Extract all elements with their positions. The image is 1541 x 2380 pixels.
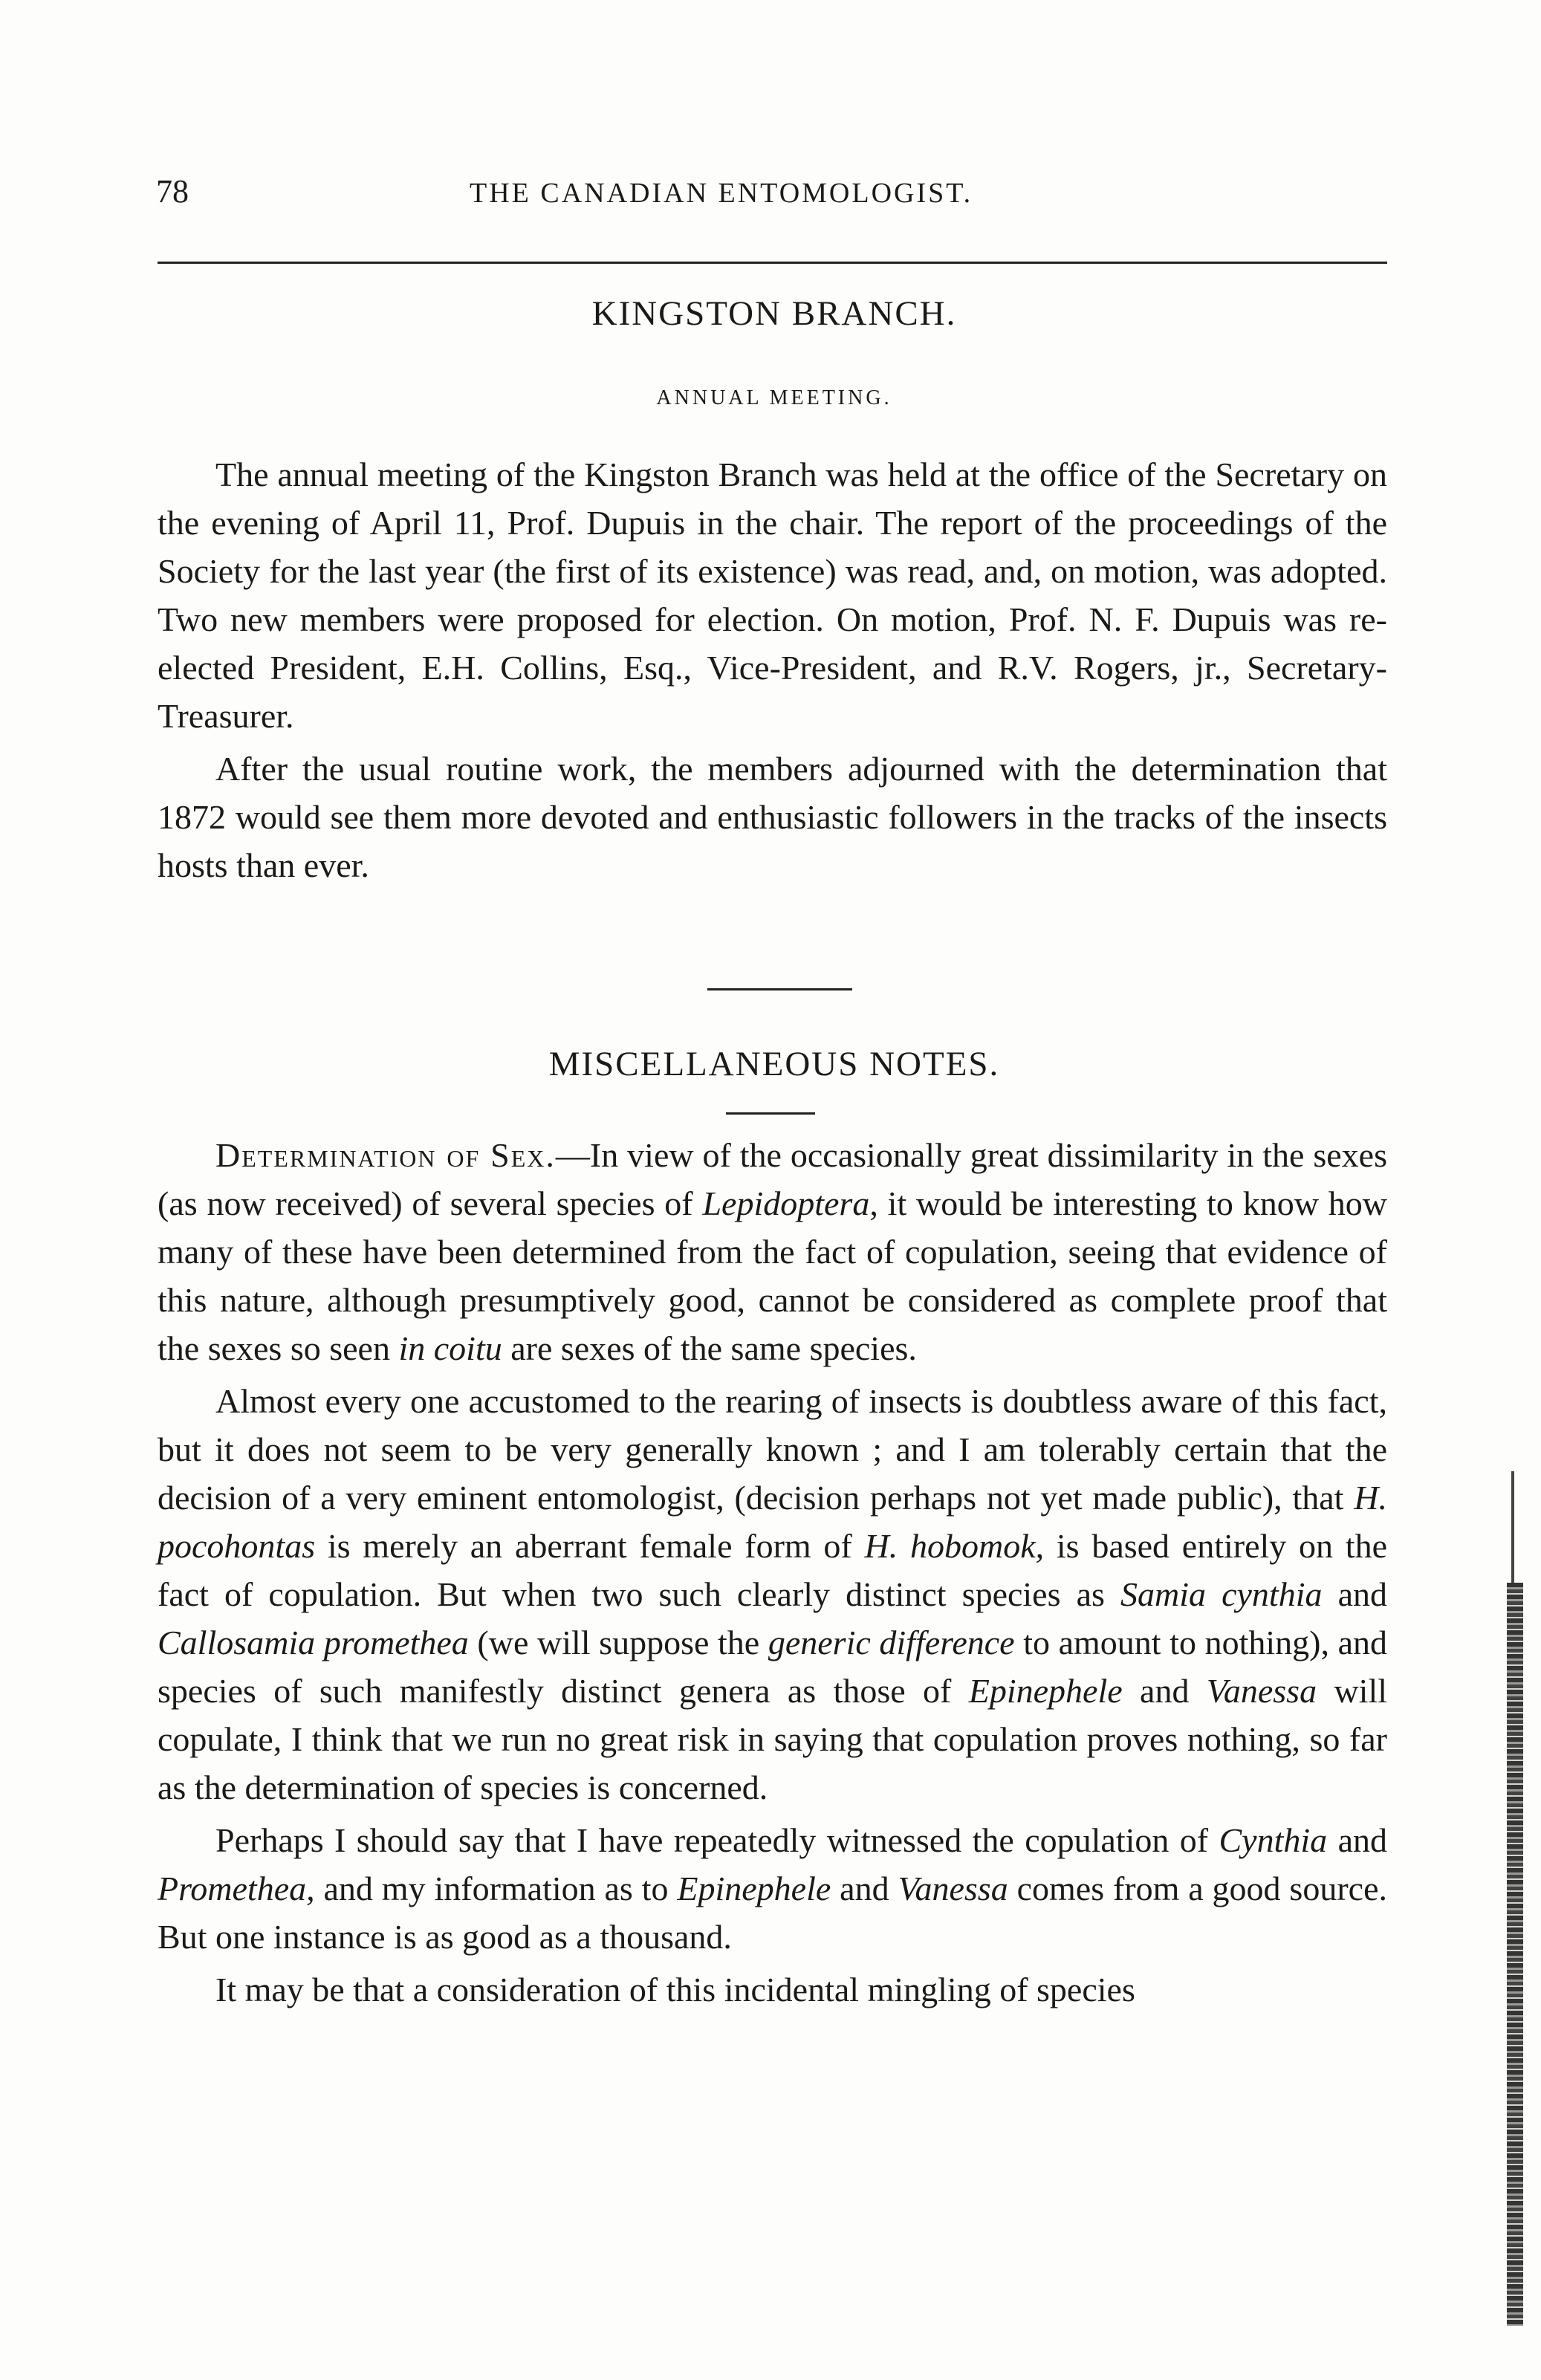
italic-run: generic difference [768,1624,1015,1661]
italic-run: Vanessa [1206,1672,1317,1710]
italic-run: Epinephele [968,1672,1123,1710]
text-run: —In view of the occasionally great dissimilarity in the sexes (as now received) of several species of [158,1136,1387,1222]
paragraph: It may be that a consideration of this incidental mingling of species [215,1971,1135,2008]
header-rule [158,262,1387,264]
scan-edge-strip [1507,1583,1523,2326]
section-divider [707,988,852,990]
text-run: Almost every one accustomed to the rearing of insects is doubtless aware of this fact, but it does not seem to be very generally known ; and I am tolerably certain that the decision of a very eminent entomologist, (decision perhaps not yet made public), that [158,1382,1387,1517]
italic-run: Samia cynthia [1120,1575,1323,1613]
text-run: Perhaps I should say that I have repeatedly witnessed the copulation of [215,1821,1219,1859]
running-title: THE CANADIAN ENTOMOLOGIST. [470,178,973,209]
italic-run: Lepidoptera [702,1184,870,1222]
italic-run: Callosamia promethea [158,1624,469,1661]
text-run: will copulate, I think that we run no great risk in saying that copulation proves nothing, so far as the determination of species is concerned. [158,1672,1388,1806]
page-header [158,172,1391,224]
text-run: (we will suppose the [468,1624,768,1661]
scan-edge-mark [1511,1471,1514,1583]
text-run: , it would be interesting to know how many of these have been determined from the fact of copulation, seeing that evidence of this nature, although presumptively good, cannot be considered as complete proof that the sexes so seen [158,1184,1387,1367]
text-run: to amount to nothing), and species of such manifestly distinct genera as those of [158,1624,1388,1710]
text-run: is based entirely on the fact of copulation. But when two such clearly distinct species as [158,1527,1388,1613]
text-run: and [831,1870,898,1907]
paragraph [158,1377,1387,1812]
text-run: is merely an aberrant female form of [315,1527,865,1565]
paragraph [158,1131,1387,1372]
kingston-body [158,450,1387,889]
misc-body [158,1131,1387,2014]
section-title-kingston: KINGSTON BRANCH. [591,294,957,333]
run-in-heading: Determination of Sex. [215,1136,556,1174]
text-run: comes from a good source. But one instance is as good as a thousand. [158,1870,1387,1956]
italic-run: Cynthia [1219,1821,1328,1859]
italic-run: Vanessa [898,1870,1008,1907]
text-run: are sexes of the same species. [502,1329,917,1367]
page-number: 78 [156,173,189,210]
paragraph: After the usual routine work, the members adjourned with the determination that 1872 would see them more devoted and enthusiastic followers in the tracks of the insects hosts than ever. [158,750,1387,884]
italic-run: Promethea, [158,1870,315,1907]
italic-run: in coitu [398,1329,502,1367]
text-run: and [1322,1575,1387,1613]
italic-run: H. hobomok, [864,1527,1045,1565]
text-run: and [1122,1672,1207,1710]
text-run: and my information as to [314,1870,678,1907]
section-title-misc: MISCELLANEOUS NOTES. [548,1045,1000,1083]
italic-run: Epinephele [677,1870,831,1907]
paragraph: The annual meeting of the Kingston Branch was held at the office of the Secretary on the evening of April 11, Prof. Dupuis in the chair. The report of the proceedings of the Society for the last year (the first of its existence) was read, and, on motion, was adopted. Two new members were proposed for election. On motion, Prof. N. F. Dupuis was re-elected President, E.H. Collins, Esq., Vice-President, and R.V. Rogers, jr., Secretary-Treasurer. [158,455,1387,735]
italic-run: H. pocohontas [158,1479,1387,1565]
title-underline [726,1112,815,1115]
text-run: and [1327,1821,1387,1859]
paragraph [158,1816,1387,1961]
section-subtitle-annual-meeting: ANNUAL MEETING. [656,386,892,409]
